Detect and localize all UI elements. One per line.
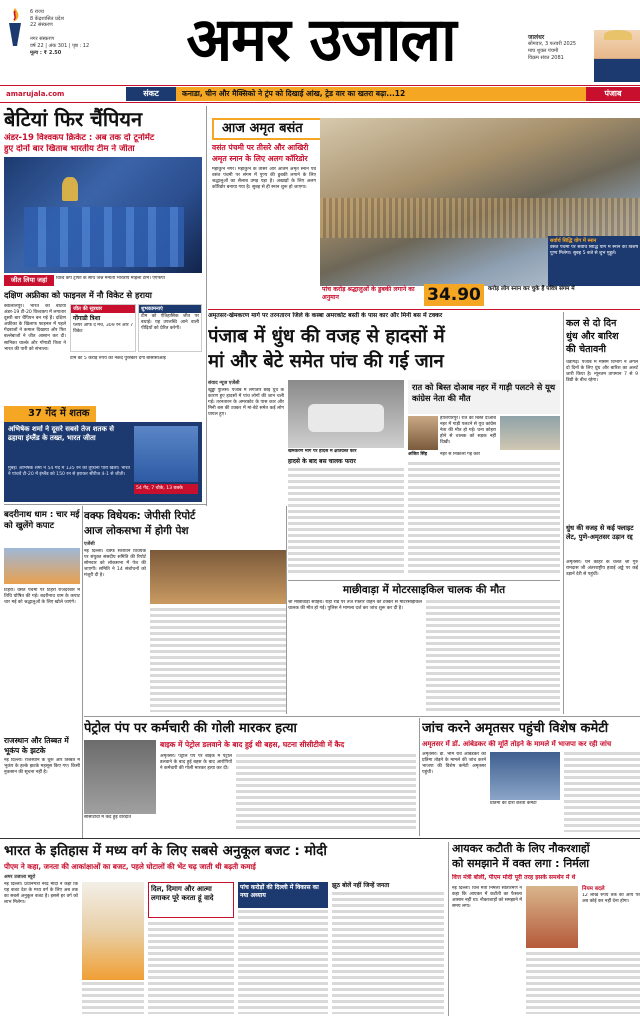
masthead-point: 6 राज्य [30,9,44,15]
highway-column [426,600,560,712]
nirmala-photo [526,886,578,948]
region-tag: पंजाब [586,87,640,101]
kumbh-label: आज अमृत बसंत [212,118,352,140]
seventh-body: मुंबई। अभिषेक शर्मा ने 54 गेंद में 135 रन की तूफानी पारी खेली। भारत ने पांचवें टी-20 में इंग्लैंड को 150 रन से हराकर सीरीज 4-1 से जीती। [8,466,130,478]
temple-body: टिहरी। वसंत पंचमी पर टिहरी राजदरबार में तिथि घोषित की गई। बदरीनाथ धाम के कपाट चार मई को श्रद्धालुओं के लिए खोले जाएंगे। [4,588,80,606]
trump-photo [594,30,640,82]
cricket-photo-caption: विश्व कप ट्रॉफी के साथ जश्न मनाती भारतीय महिला टीम। एएफपी [56,276,165,281]
tax-head-2: को समझाने में वक्त लगा : निर्मला [452,857,590,870]
petrol-photo-caption: सीसीटीवी में कैद हुई वारदात [84,815,131,820]
temple-head: बदरीनाथ धाम : चार मई को खुलेंगे कपाट [4,510,80,531]
petrol-head: पेट्रोल पंप पर कर्मचारी की गोली मारकर हत्या [84,721,297,736]
tax-sub: वित्त मंत्री बोलीं, पीएम मोदी पूरी तरह इसके समर्थन में थे [452,874,576,881]
budget-box3-column [332,892,444,1014]
waqf-byline: एजेंसी [84,542,95,547]
side-body: होशियारपुर। रात को बिस्त दोआब नहर में गाड़ी पलटने से यूथ कांग्रेस नेता की मौत हो गई। घना कोहरा होने से चालक को सड़क नहीं दिखी। [440,416,496,446]
ambedkar-head: जांच करने अमृतसर पहुंची विशेष कमेटी [422,721,609,736]
side-photo [408,416,438,450]
tax-column [526,952,640,1014]
torch-icon [4,6,26,48]
lead-kicker: अमृतसर-खेमकरण मार्ग पर तरनतारन जिले के कस्बा अमरकोट बस्ती के पास कार और मिनी बस में टक्कर [208,312,443,319]
kumbh-body: महाकुंभ नगर। महाकुंभ के तीसरे और अंतिम अमृत स्नान पर्व वसंत पंचमी पर संगम में पुण्य की डुबकी लगाने के लिए श्रद्धालुओं का सैलाब उमड़ पड़ा है। अखाड़ों के लिए अलग कॉरिडोर बनाया गया है। सुबह से ही स्नान शुरू हो जाएगा। [212,167,316,191]
tibet-body: नई दिल्ली। राजस्थान के चूरू और तिब्बत में भूकंप के हल्के झटके महसूस किए गए। किसी नुकसान की सूचना नहीं है। [4,758,80,776]
kumbh-big-number: 34.90 [424,284,484,306]
navbar [0,85,640,103]
issue-info: वर्ष 22 | अंक 301 | पृष्ठ : 12 [30,43,90,49]
kumbh-photo-caption: पांच करोड़ श्रद्धालुओं के डुबकी लगाने का अनुमान [322,286,415,301]
box1-head: जीत की सूत्रधार [71,305,135,313]
lead-photo [288,380,404,448]
lead-line-2: मां और बेटे समेत पांच की गई जान [208,351,444,372]
box2-head: शुभकामनाएं [139,305,201,313]
city: जालंधर [528,34,545,41]
budget-box2-head: पांच करोड़ों की दिल्ली में विकास का नया अध्याय [238,882,328,908]
lead-column [288,468,404,576]
sun-box-text: वसंत पंचमी पर सर्वार्थ सिद्धि योग में स्नान का विशेष पुण्य मिलेगा। सुबह 5 बजे से शुभ मुहूर्त। [550,244,638,256]
nav-headline[interactable]: कनाडा, चीन और मैक्सिको ने ट्रंप को दिखाई आंख, ट्रेड वार का खतरा बढ़ा...12 [176,87,586,101]
highway-body: श्री माछीवाड़ा साहिब। राहों रोड पर तेज रफ्तार वाहन की टक्कर से मोटरसाइकिल चालक की मौत हो गई। पुलिस ने मामला दर्ज कर जांच शुरू कर दी है। [288,600,422,612]
budget-column [82,982,144,1014]
weather-sub-head: धुंध की वजह से कई फ्लाइट लेट, पुणे-अमृतसर उड़ान रद्द [566,524,634,541]
petrol-column [236,754,416,832]
seventh-badge: 37 गेंद में शतक [4,406,96,422]
date: सोमवार, 3 फरवरी 2025 [528,41,577,47]
waqf-column [150,608,286,712]
seventh-head: अभिषेक शर्मा ने दूसरे सबसे तेज शतक से ढहाया इंग्लैंड के तख्त, भारत जीता [8,425,115,442]
cricket-title: बेटियां फिर चैंपियन [4,107,143,131]
weather-head-1: कल से दो दिन [566,318,617,329]
ambedkar-body: अमृतसर। डॉ. भीम राव आंबेडकर की प्रतिमा तोड़ने के मामले की जांच करने भाजपा की विशेष कमेटी अमृतसर पहुंची। [422,752,486,776]
abhishek-photo [134,426,198,482]
masthead-point: 22 संस्करण [30,22,53,28]
cricket-final-head: दक्षिण अफ्रीका को फाइनल में नौ विकेट से हराया [4,290,152,300]
cricket-final-body: क्वालालंपुर। भारत की बेटियां अंडर-19 टी-20 विश्वकप में लगातार दूसरी बार चैंपियन बन गई हैं। दक्षिण अफ्रीका के खिलाफ फाइनल में पहले गेंदबाजों ने कमाल दिखाया और फिर बल्लेबाजों ने जीत आसान कर दी। सानिका चाल्के और गोंगाडी त्रिशा ने भारत की पारी को संभाला। [4,304,66,352]
side-photo-caption: नहर से निकाली गई कार [440,452,481,457]
quote-column [148,922,234,1014]
waqf-head-1: वक्फ विधेयक: जेपीसी रिपोर्ट [84,510,196,522]
cricket-subtitle-2: हुए दोनों बार खिताब भारतीय टीम ने जीता [4,144,135,154]
ambedkar-photo-caption: प्रतिमा का दौरा करती कमेटी [490,801,537,806]
site-link[interactable]: amarujala.com [6,90,65,98]
cricket-subtitle: अंडर-19 विश्वकप क्रिकेट : अब तक दो टूर्नामेंट [4,133,155,143]
box1-name: गोंगाडी त्रिशा [73,315,101,322]
samvat: विक्रम संवत 2081 [528,55,564,61]
budget-byline: अमर उजाला ब्यूरो [4,875,36,880]
budget-body: नई दिल्ली। प्रधानमंत्री नरेंद्र मोदी ने कहा कि यह बजट देश के मध्य वर्ग के लिए अब तक का सबसे अनुकूल बजट है। इससे हर वर्ग को लाभ मिलेगा। [4,882,78,906]
masthead-point: 8 केंद्रशासित प्रदेश [30,15,64,22]
waqf-body: नई दिल्ली। वक्फ संशोधन विधेयक पर संयुक्त संसदीय समिति की रिपोर्ट सोमवार को लोकसभा में पेश की जाएगी। समिति ने 14 संशोधनों को मंजूरी दी है। [84,549,146,579]
edition-label: नगर संस्करण [30,36,55,42]
ambedkar-photo [490,752,560,800]
cricket-stat: टीम को 5 करोड़ रुपये का नकद पुरस्कार देगा बीसीसीआई [70,356,166,361]
petrol-body: अमृतसर। पेट्रोल पंप पर बाइक में पेट्रोल डलवाने के बाद हुई बहस के बाद आरोपियों ने कर्मचारी की गोली मारकर हत्या कर दी। [160,754,232,772]
cricket-photo-tag: जीत लिया जहां [4,275,54,286]
quote-box: दिल, दिमाग और आत्मा लगाकर पूरे करता हूं वादे [148,882,234,918]
highway-head: माछीवाड़ा में मोटरसाइकिल चालक की मौत [342,584,506,596]
budget-sub: पीएम ने कहा, जनता की आकांक्षाओं का बजट, पहले घोटालों की भेंट चढ़ जाती थी बढ़ती कमाई [4,862,256,871]
ambedkar-column [564,752,640,832]
ambedkar-sub: अमृतसर में डॉ. आंबेडकर की मूर्ति तोड़ने के मामले में भाजपा कर रही जांच [422,740,612,748]
lead-byline: संवाद न्यूज एजेंसी [208,381,240,386]
lead-mid-head: हादसे के बाद बस चालक फरार [288,458,356,465]
sun-box-title: सर्वार्थ सिद्धि योग में स्नान [550,238,597,244]
price: मूल्य : ₹ 2.50 [30,50,62,56]
box1-text: प्लेयर ऑफ द मैच, 309 रन और 7 विकेट [73,323,133,335]
cricket-photo [4,157,202,273]
budget-box3-head: झूठ बोलें नहीं जिन्हें जनता [332,882,390,889]
side-name: अजित सिंह [408,452,428,457]
kumbh-sub-1: वसंत पंचमी पर तीसरे और आखिरी [212,143,309,152]
sun-box [548,236,640,286]
budget-head: भारत के इतिहास में मध्य वर्ग के लिए सबसे अनुकूल बजट : मोदी [4,843,327,859]
temple-photo [4,548,80,584]
weather-head-3: की चेतावनी [566,344,606,355]
tax-head-1: आयकर कटौती के लिए नौकरशाहों [452,842,590,855]
petrol-sub: बाइक में पेट्रोल डलवाने के बाद हुई थी बहस, घटना सीसीटीवी में कैद [160,740,345,749]
logo[interactable]: अमर उजाला [186,5,456,75]
tax-box-text: 12 लाख रुपये तक की आय पर अब कोई कर नहीं देना होगा। [582,893,640,905]
canal-photo [500,416,560,450]
lead-body: खुड्डा पुलिस। पंजाब में लगातार छाई धुंध के कारण हुए हादसों में पांच लोगों की जान चली गई। तरनतारन के अमरकोट के पास कार और मिनी बस की टक्कर में मां-बेटे समेत कई लोग घायल हुए। [208,388,284,418]
lead-photo-caption: खेमकरण मार्ग पर हादसे में क्षतिग्रस्त कार [288,449,357,454]
weather-body: चंडीगढ़। पंजाब में मौसम विभाग ने अगले दो दिनों के लिए धुंध और बारिश का अलर्ट जारी किया है। न्यूनतम तापमान 7 से 9 डिग्री के बीच रहेगा। [566,360,638,384]
side-column [408,462,560,576]
lead-side-head: रात को बिस्त दोआब नहर में गाड़ी पलटने से यूथ कांग्रेस नेता की मौत [408,380,560,414]
masthead [0,0,640,84]
kumbh-sub-2: अमृत स्नान के लिए अलग कॉरिडोर [212,154,308,163]
weather-sub-body: अमृतसर। घने कोहरे के चलते श्री गुरु रामदास जी अंतरराष्ट्रीय हवाई अड्डे पर कई उड़ानें देरी से पहुंचीं। [566,560,638,578]
petrol-photo [84,740,156,814]
month: माघ शुक्ल पंचमी [528,48,559,54]
weather-head-2: धुंध और बारिश [566,331,619,342]
tax-box-head: नियम बदले [582,886,605,892]
seventh-score: 54 गेंद, 7 चौके, 13 छक्के [134,484,198,494]
kumbh-big-caption: करोड़ लोग स्नान कर चुके हैं पवित्र संगम में [488,286,575,292]
budget-box2-column [238,910,328,1014]
lead-line-1: पंजाब में धुंध की वजह से हादसों में [208,326,445,347]
tibet-head: राजस्थान और तिब्बत में भूकंप के झटके [4,736,69,755]
waqf-head-2: आज लोकसभा में होगी पेश [84,525,189,537]
tax-body: नई दिल्ली। वित्त मंत्री निर्मला सीतारमण ने कहा कि आयकर में कटौती का फैसला आसान नहीं था। नौकरशाहों को समझाने में समय लगा। [452,886,522,910]
section-tag: संकट [126,87,176,101]
modi-photo [82,882,144,980]
box2-text: टीम को ऐतिहासिक जीत पर बधाई। यह उपलब्धि आने वाली पीढ़ियों को प्रेरित करेगी। [141,314,199,332]
